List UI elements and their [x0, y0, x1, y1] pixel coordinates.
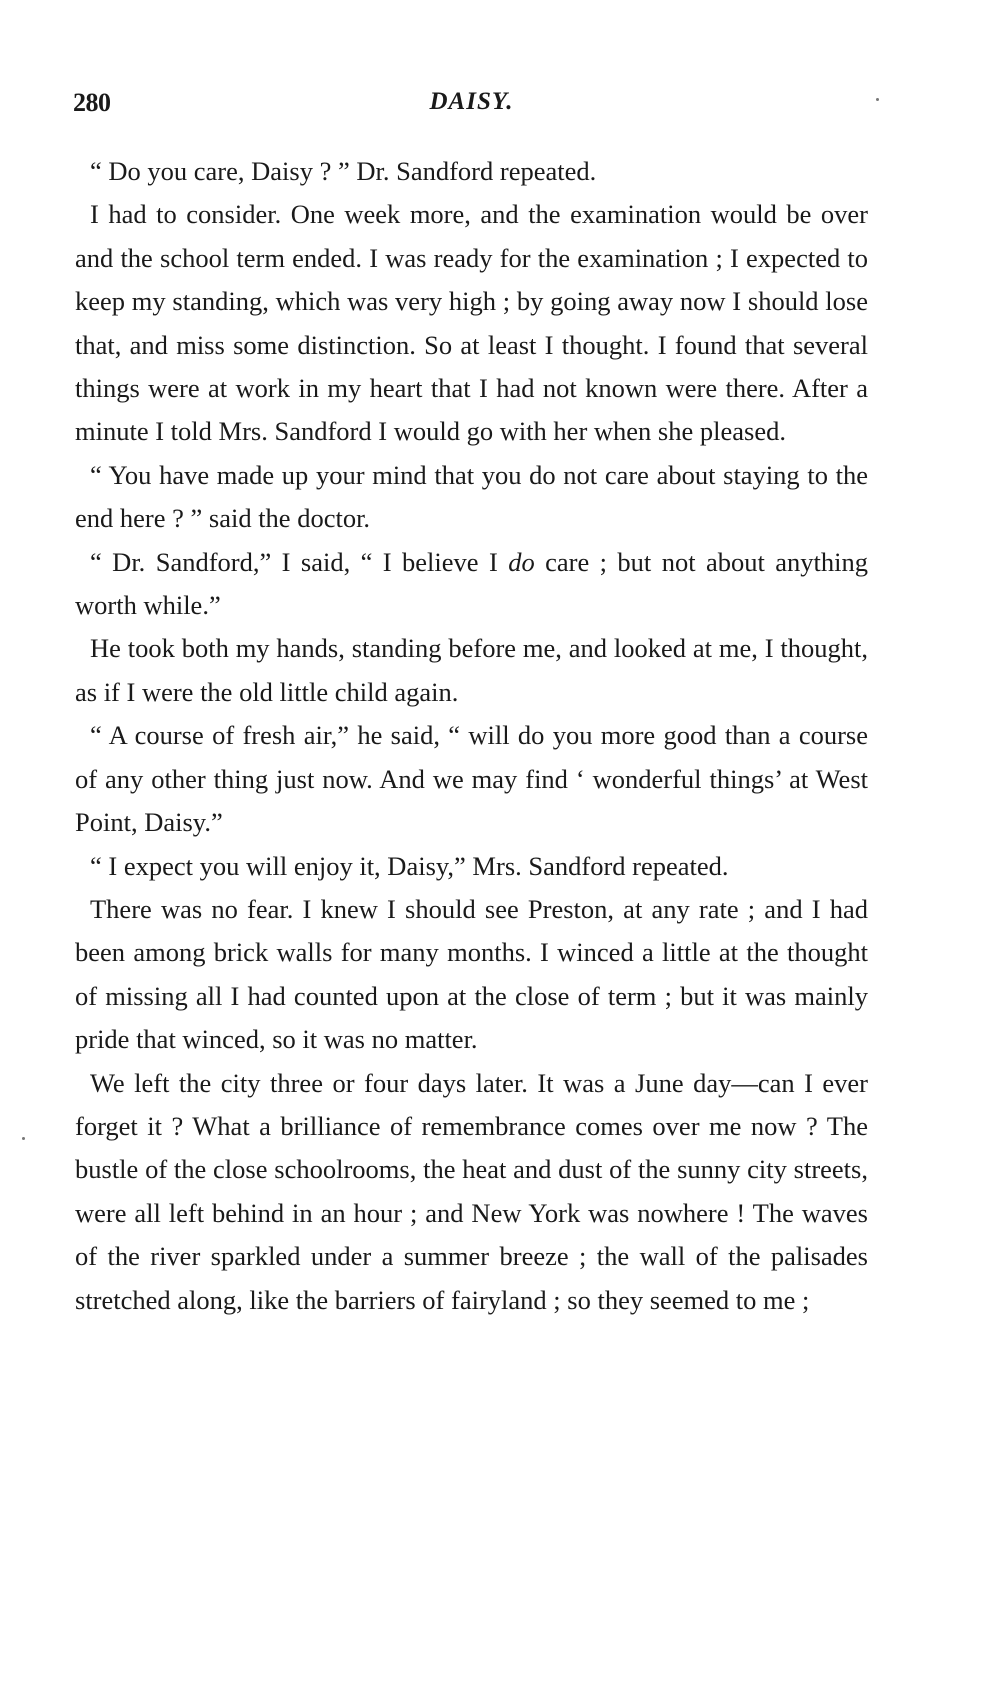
book-page: [75, 88, 868, 1322]
paragraph-4: [75, 541, 868, 628]
paragraph-5: He took both my hands, standing before me, and looked at me, I thought, as if I were the old little child again.: [75, 633, 868, 707]
paragraph-4-before: “ Dr. Sandford,” I said, “ I believe I: [90, 546, 509, 577]
body-text: [75, 150, 868, 1322]
paragraph-1: “ Do you care, Daisy ? ” Dr. Sandford repeated.: [90, 156, 597, 186]
paragraph-4-after: care ; but not about anything worth while.”: [75, 546, 869, 621]
paragraph-3: “ You have made up your mind that you do not care about staying to the end here ? ” said the doctor.: [75, 459, 868, 534]
paragraph-2: I had to consider. One week more, and the examination would be over and the school term ended. I was ready for the examination ; I expected to keep my standing, which was very high ; by going away now I should lose that, and miss some distinction. So at least I thought. I found that several things were at work in my heart that I had not known were there. After a minute I told Mrs. Sandford I would go with her when she pleased.: [75, 199, 868, 447]
page-number: 280: [73, 88, 111, 117]
paragraph-6: “ A course of fresh air,” he said, “ will do you more good than a course of any other thing just now. And we may find ‘ wonderful things’ at West Point, Daisy.”: [75, 720, 868, 838]
paragraph-8: There was no fear. I knew I should see Preston, at any rate ; and I had been among brick walls for many months. I winced a little at the thought of missing all I had counted upon at the close of term ; but it was mainly pride that winced, so it was no matter.: [75, 893, 868, 1055]
scan-speck: [22, 1137, 25, 1140]
paragraph-7: “ I expect you will enjoy it, Daisy,” Mrs. Sandford repeated.: [90, 850, 729, 881]
paragraph-4-emphasis: do: [508, 546, 535, 577]
running-head: [75, 88, 868, 128]
paragraph-9: We left the city three or four days later. It was a June day—can I ever forget it ? What a brilliance of remembrance comes over me now ? The bustle of the close schoolrooms, the heat and dust of the sunny city streets, were all left behind in an hour ; and New York was nowhere ! The waves of the river sparkled under a summer breeze ; the wall of the palisades stretched along, like the barriers of fairyland ; so they seemed to me ;: [75, 1067, 868, 1315]
running-title: DAISY.: [429, 88, 514, 115]
scan-speck: [876, 98, 879, 101]
